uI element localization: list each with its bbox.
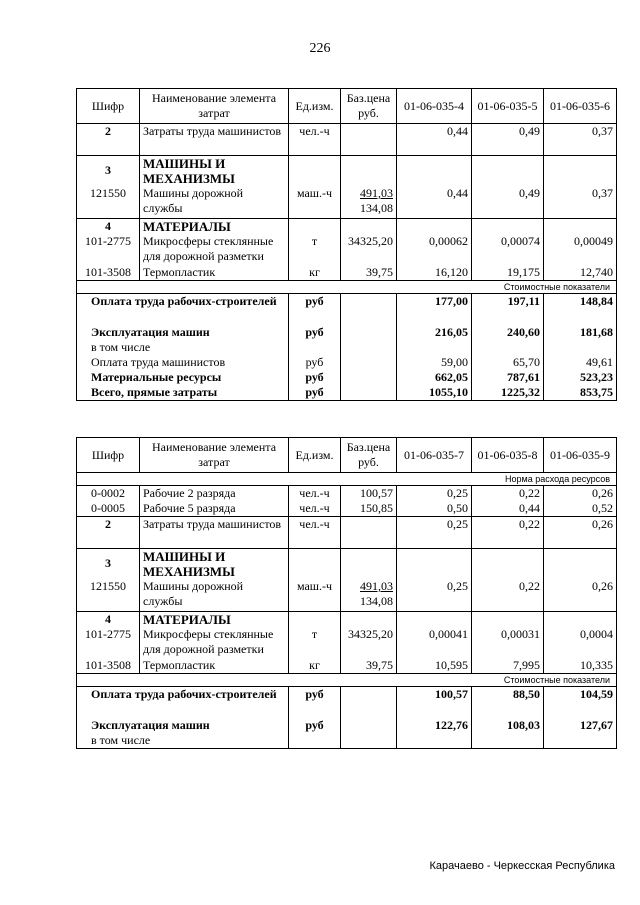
summary-value: 787,61	[472, 370, 544, 385]
row-unit: чел.-ч	[289, 124, 341, 156]
row-price: 34325,20	[341, 234, 397, 265]
cost-table-2	[76, 437, 617, 749]
table-header	[77, 438, 617, 473]
cost-indicators-note: Стоимостные показатели	[77, 280, 617, 293]
row-code: 121550	[77, 186, 140, 218]
summary-unit: руб	[289, 370, 341, 385]
row-code: 101-2775	[77, 627, 140, 658]
row-unit: кг	[289, 658, 341, 674]
row-value: 0,37	[544, 186, 617, 218]
summary-name: Оплата труда машинистов	[77, 355, 289, 370]
row-value: 0,26	[544, 517, 617, 549]
table-row	[77, 579, 617, 611]
row-unit: маш.-ч	[289, 186, 341, 218]
header-cell: 01-06-035-6	[544, 89, 617, 124]
header-cell: 01-06-035-8	[472, 438, 544, 473]
row-name: Рабочие 5 разряда	[140, 501, 289, 517]
header-cell: Ед.изм.	[289, 89, 341, 124]
row-value: 0,44	[472, 501, 544, 517]
footer-region: Карачаево - Черкесская Республика	[429, 860, 615, 872]
section-title: МАШИНЫ И МЕХАНИЗМЫ	[140, 156, 289, 187]
row-code: 2	[77, 124, 140, 156]
section-row	[77, 156, 617, 187]
row-value: 0,25	[397, 517, 472, 549]
note-row	[77, 473, 617, 486]
row-value: 0,00041	[397, 627, 472, 658]
row-value: 0,0004	[544, 627, 617, 658]
resource-norm-note: Норма расхода ресурсов	[77, 473, 617, 486]
summary-row	[77, 355, 617, 370]
row-name: Машины дорожной службы	[140, 579, 289, 611]
row-value: 0,44	[397, 124, 472, 156]
table-row	[77, 517, 617, 549]
row-value: 0,22	[472, 486, 544, 502]
summary-row	[77, 385, 617, 401]
section-title: МАТЕРИАЛЫ	[140, 218, 289, 234]
section-number: 3	[77, 156, 140, 187]
row-price: 34325,20	[341, 627, 397, 658]
header-cell: 01-06-035-5	[472, 89, 544, 124]
summary-value: 100,57	[397, 686, 472, 718]
summary-value: 240,60	[472, 325, 544, 355]
row-price: 150,85	[341, 501, 397, 517]
row-value: 0,22	[472, 517, 544, 549]
row-value: 0,25	[397, 486, 472, 502]
table-row	[77, 627, 617, 658]
row-value: 12,740	[544, 265, 617, 281]
summary-unit: руб	[289, 293, 341, 325]
summary-name: Всего, прямые затраты	[77, 385, 289, 401]
row-unit: т	[289, 234, 341, 265]
note-row	[77, 280, 617, 293]
row-value: 0,44	[397, 186, 472, 218]
row-name: Микросферы стеклянные для дорожной разметки	[140, 234, 289, 265]
row-unit: чел.-ч	[289, 501, 341, 517]
table-row	[77, 234, 617, 265]
row-value: 0,26	[544, 486, 617, 502]
section-title: МАТЕРИАЛЫ	[140, 611, 289, 627]
row-value: 0,00049	[544, 234, 617, 265]
row-value: 0,00031	[472, 627, 544, 658]
summary-value: 197,11	[472, 293, 544, 325]
summary-value: 662,05	[397, 370, 472, 385]
summary-row	[77, 325, 617, 355]
section-number: 3	[77, 549, 140, 580]
row-value: 0,26	[544, 579, 617, 611]
header-cell: Баз.цена руб.	[341, 438, 397, 473]
note-row	[77, 673, 617, 686]
row-price: 39,75	[341, 658, 397, 674]
summary-value: 59,00	[397, 355, 472, 370]
row-value: 0,37	[544, 124, 617, 156]
header-cell: 01-06-035-4	[397, 89, 472, 124]
header-cell: Баз.цена руб.	[341, 89, 397, 124]
summary-value: 523,23	[544, 370, 617, 385]
row-price: 100,57	[341, 486, 397, 502]
summary-value: 88,50	[472, 686, 544, 718]
row-name: Термопластик	[140, 658, 289, 674]
table-row	[77, 124, 617, 156]
row-name: Затраты труда машинистов	[140, 124, 289, 156]
row-name: Затраты труда машинистов	[140, 517, 289, 549]
row-value: 10,595	[397, 658, 472, 674]
summary-unit: руб	[289, 355, 341, 370]
summary-name: Оплата труда рабочих-строителей	[77, 686, 289, 718]
row-name: Машины дорожной службы	[140, 186, 289, 218]
row-value: 19,175	[472, 265, 544, 281]
row-value: 0,52	[544, 501, 617, 517]
row-value: 7,995	[472, 658, 544, 674]
row-value: 16,120	[397, 265, 472, 281]
summary-unit: руб	[289, 325, 341, 355]
table-row	[77, 486, 617, 502]
summary-unit: руб	[289, 686, 341, 718]
cost-table-1	[76, 88, 617, 401]
summary-value: 177,00	[397, 293, 472, 325]
summary-value: 853,75	[544, 385, 617, 401]
table-row	[77, 265, 617, 281]
summary-row	[77, 370, 617, 385]
summary-unit: руб	[289, 718, 341, 749]
table-row	[77, 186, 617, 218]
row-name: Микросферы стеклянные для дорожной разметки	[140, 627, 289, 658]
summary-unit: руб	[289, 385, 341, 401]
summary-value: 49,61	[544, 355, 617, 370]
summary-name: Материальные ресурсы	[77, 370, 289, 385]
row-value: 0,00074	[472, 234, 544, 265]
header-cell: 01-06-035-9	[544, 438, 617, 473]
row-value: 0,22	[472, 579, 544, 611]
header-cell: Ед.изм.	[289, 438, 341, 473]
row-code: 2	[77, 517, 140, 549]
row-unit: т	[289, 627, 341, 658]
row-price: 491,03 134,08	[341, 579, 397, 611]
row-value: 0,49	[472, 186, 544, 218]
row-code: 121550	[77, 579, 140, 611]
row-code: 101-3508	[77, 658, 140, 674]
section-row	[77, 218, 617, 234]
summary-value: 148,84	[544, 293, 617, 325]
row-value: 0,25	[397, 579, 472, 611]
row-value: 0,50	[397, 501, 472, 517]
summary-name: Эксплуатация машин в том числе	[77, 325, 289, 355]
summary-value: 216,05	[397, 325, 472, 355]
row-value: 10,335	[544, 658, 617, 674]
page-number: 226	[309, 41, 331, 56]
row-value: 0,00062	[397, 234, 472, 265]
section-number: 4	[77, 218, 140, 234]
header-cell: Наименование элемента затрат	[140, 438, 289, 473]
header-cell: Шифр	[77, 438, 140, 473]
summary-value: 108,03	[472, 718, 544, 749]
summary-row	[77, 293, 617, 325]
section-title: МАШИНЫ И МЕХАНИЗМЫ	[140, 549, 289, 580]
row-unit: маш.-ч	[289, 579, 341, 611]
summary-row	[77, 686, 617, 718]
table-row	[77, 501, 617, 517]
row-code: 0-0005	[77, 501, 140, 517]
row-unit: чел.-ч	[289, 517, 341, 549]
header-cell: Шифр	[77, 89, 140, 124]
summary-name: Оплата труда рабочих-строителей	[77, 293, 289, 325]
table-row	[77, 658, 617, 674]
summary-value: 65,70	[472, 355, 544, 370]
row-value: 0,49	[472, 124, 544, 156]
summary-value: 1225,32	[472, 385, 544, 401]
row-code: 0-0002	[77, 486, 140, 502]
row-code: 101-2775	[77, 234, 140, 265]
row-name: Термопластик	[140, 265, 289, 281]
row-price	[341, 517, 397, 549]
row-name: Рабочие 2 разряда	[140, 486, 289, 502]
summary-value: 181,68	[544, 325, 617, 355]
header-cell: Наименование элемента затрат	[140, 89, 289, 124]
summary-value: 122,76	[397, 718, 472, 749]
row-price: 39,75	[341, 265, 397, 281]
section-row	[77, 611, 617, 627]
summary-value: 1055,10	[397, 385, 472, 401]
header-cell: 01-06-035-7	[397, 438, 472, 473]
summary-value: 104,59	[544, 686, 617, 718]
summary-row	[77, 718, 617, 749]
row-price: 491,03 134,08	[341, 186, 397, 218]
table-header	[77, 89, 617, 124]
section-number: 4	[77, 611, 140, 627]
summary-name: Эксплуатация машин в том числе	[77, 718, 289, 749]
summary-value: 127,67	[544, 718, 617, 749]
row-unit: чел.-ч	[289, 486, 341, 502]
row-code: 101-3508	[77, 265, 140, 281]
row-price	[341, 124, 397, 156]
cost-indicators-note: Стоимостные показатели	[77, 673, 617, 686]
section-row	[77, 549, 617, 580]
row-unit: кг	[289, 265, 341, 281]
